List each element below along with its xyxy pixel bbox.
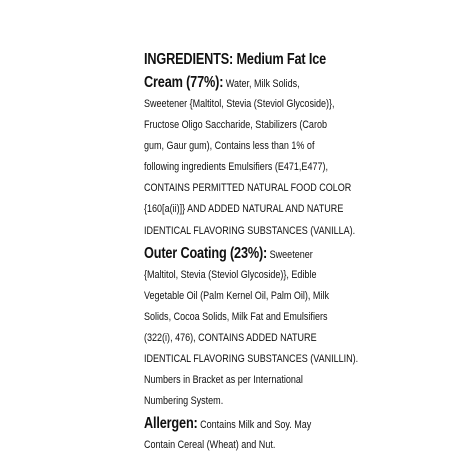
coating-line: Numbering System. <box>144 395 224 408</box>
coating-line: IDENTICAL FLAVORING SUBSTANCES (VANILLIN). <box>144 353 359 366</box>
coating-text: Sweetener <box>269 248 313 261</box>
coating-heading: Outer Coating (23%): <box>144 244 268 262</box>
coating-line: Numbers in Bracket as per International <box>144 374 303 387</box>
cream-heading: Cream (77%): <box>144 74 224 91</box>
coating-line: {Maltitol, Stevia (Steviol Glycoside)}, Edible <box>144 268 317 281</box>
ingredients-line: Sweetener {Maltitol, Stevia (Steviol Glycoside)}, <box>144 98 335 110</box>
ingredients-heading-line <box>144 48 411 71</box>
ingredients-text: Water, Milk Solids, <box>225 78 300 90</box>
allergen-line <box>144 412 411 435</box>
ingredients-line: following ingredients Emulsifiers (E471,E477), <box>144 161 329 174</box>
coating-line: Vegetable Oil (Palm Kernel Oil, Palm Oil), Milk <box>144 289 329 302</box>
ingredient-label <box>144 48 470 456</box>
coating-line: (322(i), 476), CONTAINS ADDED NATURE <box>144 331 317 344</box>
allergen-heading: Allergen: <box>144 415 198 433</box>
allergen-text: Contains Milk and Soy. May <box>200 419 312 432</box>
ingredients-line: {160[a(ii)]} AND ADDED NATURAL AND NATURE <box>144 203 344 216</box>
cream-line <box>144 71 411 94</box>
ingredients-line: Fructose Oligo Saccharide, Stabilizers (Carob <box>144 119 327 132</box>
ingredients-line: CONTAINS PERMITTED NATURAL FOOD COLOR <box>144 182 352 195</box>
ingredients-heading: INGREDIENTS: Medium Fat Ice <box>144 51 327 68</box>
coating-line: Solids, Cocoa Solids, Milk Fat and Emulsifiers <box>144 310 328 323</box>
ingredients-line: IDENTICAL FLAVORING SUBSTANCES (VANILLA). <box>144 224 356 237</box>
ingredients-line: gum, Gaur gum), Contains less than 1% of <box>144 140 315 153</box>
allergen-line: Contain Cereal (Wheat) and Nut. <box>144 439 276 452</box>
coating-line <box>144 242 411 265</box>
